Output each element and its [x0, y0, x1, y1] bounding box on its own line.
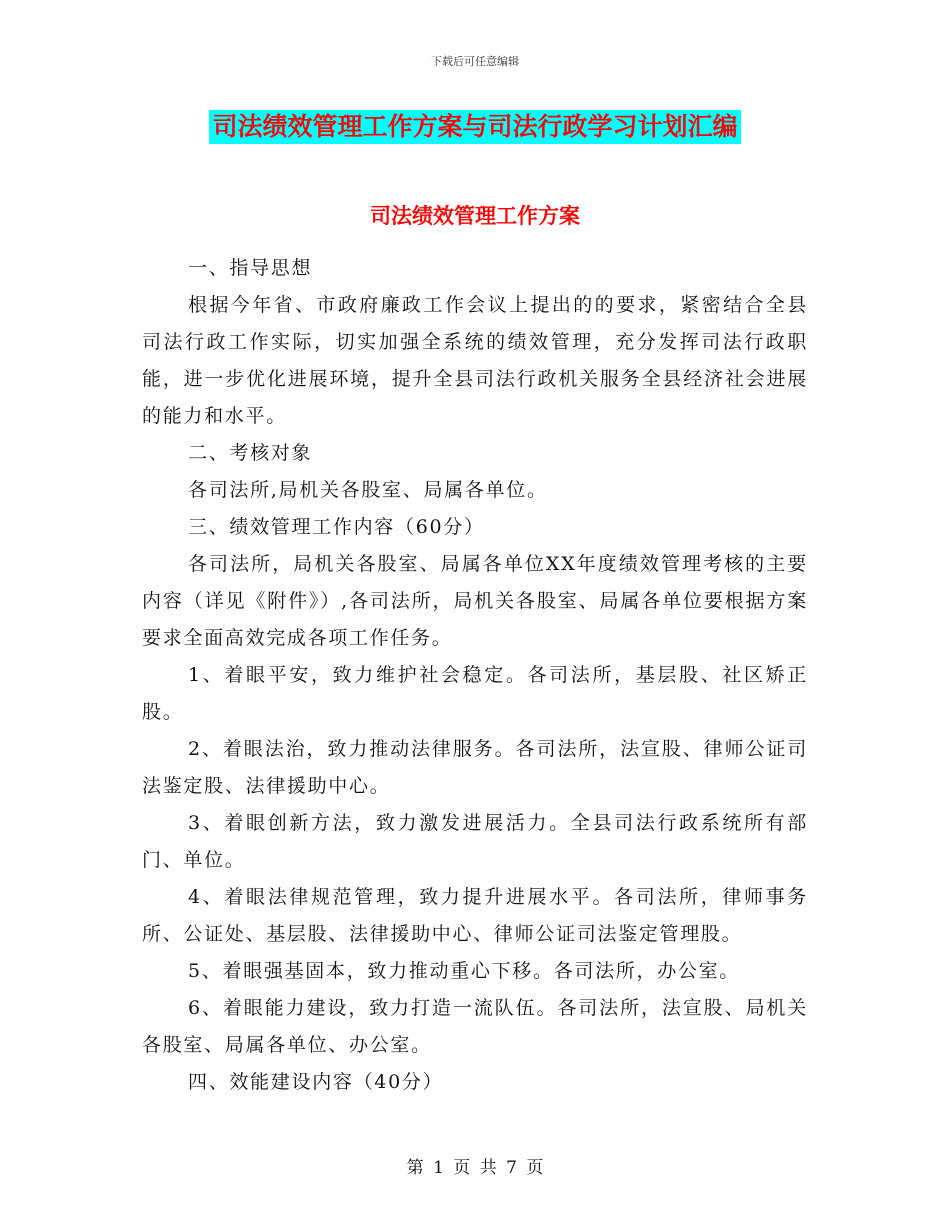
heading-efficiency-content: 四、效能建设内容（40分）	[188, 1071, 444, 1093]
list-item: 2、着眼法治，致力推动法律服务。各司法所，法宣股、律师公证司法鉴定股、法律援助中心。	[142, 738, 808, 797]
page-number: 第 1 页 共 7 页	[406, 1158, 544, 1178]
section-title: 司法绩效管理工作方案	[370, 203, 580, 228]
list-item: 5、着眼强基固本，致力推动重心下移。各司法所，办公室。	[188, 960, 740, 982]
heading-guiding-thought: 一、指导思想	[188, 257, 313, 279]
document-title: 司法绩效管理工作方案与司法行政学习计划汇编	[209, 110, 740, 144]
heading-performance-content: 三、绩效管理工作内容（60分）	[188, 516, 485, 538]
heading-assessment-targets: 二、考核对象	[188, 442, 313, 464]
list-item: 6、着眼能力建设，致力打造一流队伍。各司法所，法宣股、局机关各股室、局属各单位、办公室。	[142, 997, 808, 1056]
list-item: 1、着眼平安，致力维护社会稳定。各司法所，基层股、社区矫正股。	[142, 664, 808, 723]
header-note: 下载后可任意编辑	[431, 55, 519, 68]
paragraph: 各司法所,局机关各股室、局属各单位。	[188, 479, 548, 501]
paragraph: 根据今年省、市政府廉政工作会议上提出的的要求，紧密结合全县司法行政工作实际，切实加强全系统的绩效管理，充分发挥司法行政职能，进一步优化进展环境，提升全县司法行政机关服务全县经济社会进展的能力和水平。	[142, 294, 808, 427]
list-item: 4、着眼法律规范管理，致力提升进展水平。各司法所，律师事务所、公证处、基层股、法律援助中心、律师公证司法鉴定管理股。	[142, 886, 808, 945]
list-item: 3、着眼创新方法，致力激发进展活力。全县司法行政系统所有部门、单位。	[142, 812, 808, 871]
document-body	[142, 250, 808, 1101]
paragraph: 各司法所，局机关各股室、局属各单位XX年度绩效管理考核的主要内容（详见《附件》）,各司法所，局机关各股室、局属各单位要根据方案要求全面高效完成各项工作任务。	[142, 553, 808, 649]
document-title-wrapper	[0, 110, 950, 144]
